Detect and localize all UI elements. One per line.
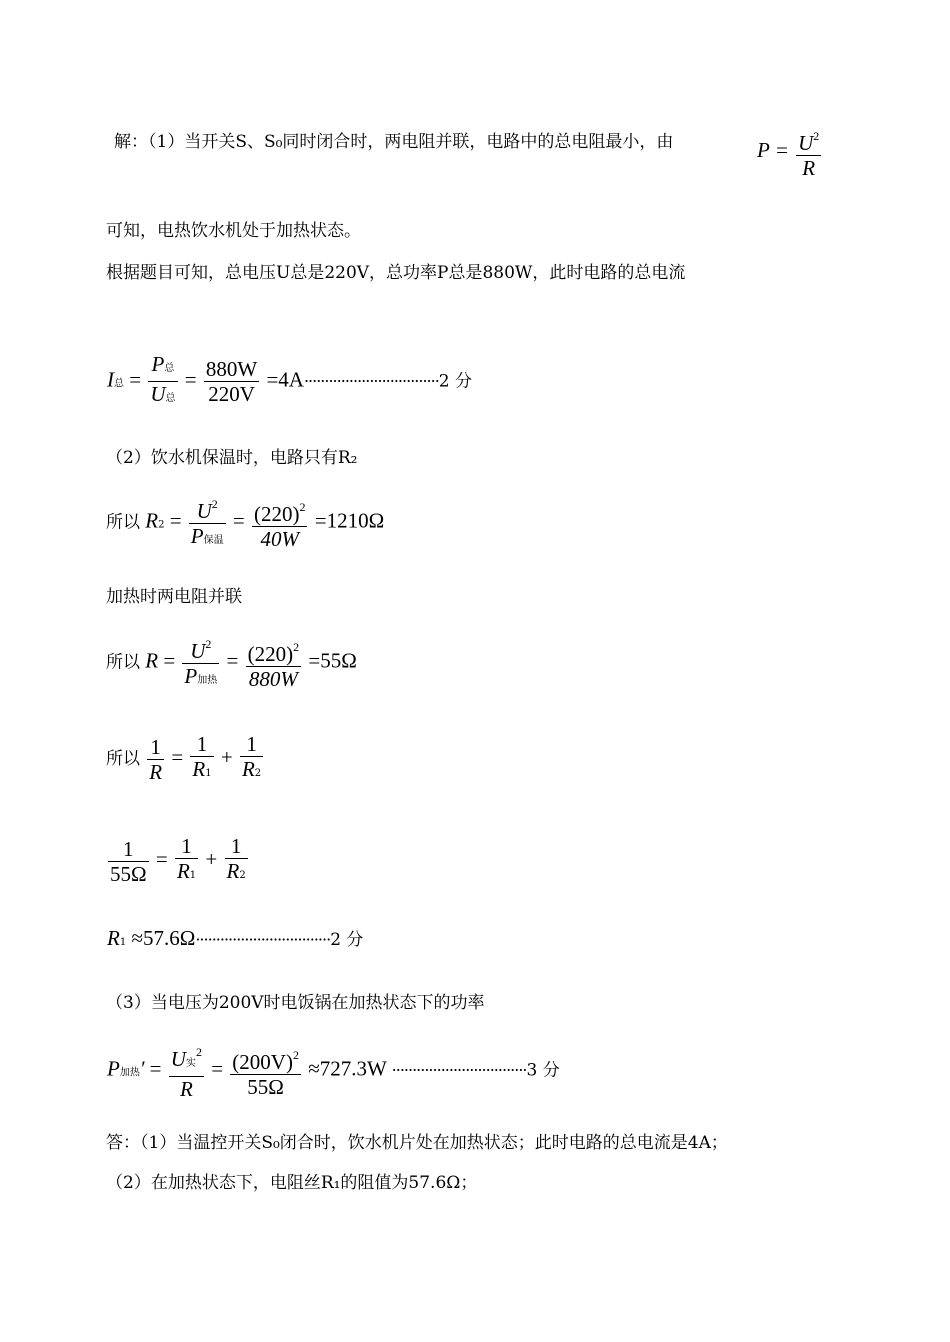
eq1-lhs: I — [107, 367, 114, 392]
eq7-f1-num: U — [170, 1047, 186, 1071]
equation-r-total: 所以 R = $\frac{U^2}{\text{P加热}}$ = $\frac{(220)^2}{880W}$ =55Ω — [106, 632, 357, 693]
equation-substituted: $\frac{1}{55\Omega}$ = $\frac{1}{R1}$ + $\frac{1}{R2}$ — [106, 834, 250, 888]
eq5-f3-den-sub: 2 — [239, 870, 246, 881]
eq7-f2-num: (200V) — [232, 1049, 293, 1074]
eq4-fraction-1 — [147, 735, 164, 784]
eq3-prefix: 所以 — [106, 652, 140, 673]
eq3-fraction-1: $\frac{U^2}{\text{P加热}}$ — [182, 632, 219, 693]
eq1-f1-num: P — [151, 352, 165, 376]
eq1-dot-leader: ································· — [303, 371, 439, 391]
eq1-f1-den: U — [150, 382, 166, 406]
eq3-f2-num: (220) — [247, 641, 294, 666]
eq3-f1-den-sub: 加热 — [197, 675, 218, 686]
eq7-dot-leader: ································· — [391, 1060, 527, 1080]
eq4-f3-den: R — [241, 757, 255, 781]
eq5-f1-den: 55Ω — [110, 861, 147, 886]
eq2-prefix: 所以 — [106, 512, 140, 533]
eq3-fraction-2: $\frac{(220)^2}{880W}$ — [246, 635, 302, 691]
eq4-f3-num: 1 — [240, 732, 263, 757]
eq7-f1-den: R — [179, 1077, 193, 1101]
eq7-lhs: P — [107, 1056, 120, 1081]
solution-part1-conclusion: 可知，电热饮水机处于加热状态。 — [106, 221, 361, 241]
equation-actual-power: P加热′ = $\frac{U实^2}{R}$ = $\frac{(200V)^2}{55\Omega}$ ≈727.3W ·································3 分 — [107, 1040, 560, 1101]
eq4-f2-den: R — [192, 757, 206, 781]
eq4-fraction-3 — [240, 732, 263, 786]
eq4-f2-num: 1 — [190, 732, 213, 757]
equation-parallel-resistance: 所以 $\frac{1}{R}$ = $\frac{1}{R1}$ + $\frac{1}{R2}$ — [106, 732, 265, 786]
eq5-f3-den: R — [226, 859, 240, 883]
eq2-result: 1210Ω — [326, 508, 385, 533]
eq5-f3-num: 1 — [225, 834, 248, 859]
eq6-result: ≈57.6Ω — [131, 926, 196, 950]
eq1-f1-num-sub: 总 — [164, 363, 175, 374]
eq3-f1-num: U — [190, 639, 206, 663]
solution-part1-intro: 解：（1）当开关S、S₀同时闭合时，两电阻并联，电路中的总电阻最小，由 — [114, 132, 674, 152]
eq1-f2-den: 220V — [208, 382, 255, 406]
eq4-f1-den: R — [149, 759, 163, 784]
eq1-lhs-sub: 总 — [114, 378, 124, 390]
answer-line-2: （2）在加热状态下，电阻丝R₁的阻值为57.6Ω； — [106, 1173, 478, 1193]
eq7-score: 3 分 — [526, 1060, 560, 1081]
equation-total-current: I总 = $\frac{\text{P总}}{\text{U总}}$ = $\frac{880W}{220V}$ =4A·································2 分 — [107, 352, 472, 411]
power-formula-lhs: P = — [757, 137, 789, 162]
eq2-lhs-sub: 2 — [158, 519, 165, 531]
eq6-score: 2 分 — [330, 930, 364, 950]
power-formula-numerator: U — [798, 131, 814, 155]
solution-part1-given: 根据题目可知，总电压U总是220V，总功率P总是880W，此时电路的总电流 — [106, 263, 686, 283]
eq6-lhs: R — [107, 926, 120, 950]
eq4-f3-den-sub: 2 — [254, 768, 262, 779]
eq4-prefix: 所以 — [106, 748, 140, 769]
equation-r1-result — [107, 925, 363, 951]
eq1-fraction-1 — [148, 352, 177, 411]
eq1-f1-den-sub: 总 — [165, 393, 176, 404]
eq1-fraction-2 — [204, 357, 259, 406]
eq5-f1-num: 1 — [108, 837, 149, 862]
eq5-f2-num: 1 — [175, 834, 198, 859]
eq3-result: 55Ω — [320, 648, 357, 673]
eq2-f2-num: (220) — [253, 501, 300, 526]
eq2-f1-num: U — [196, 499, 212, 523]
eq2-f1-den: P — [190, 524, 204, 548]
eq1-score: 2 分 — [438, 371, 473, 392]
eq7-result: ≈727.3W — [308, 1056, 387, 1081]
power-formula-denominator: R — [802, 156, 816, 180]
eq2-f2-den: 40W — [260, 526, 299, 551]
eq4-f2-den-sub: 1 — [205, 768, 212, 779]
eq4-f1-num: 1 — [147, 735, 164, 760]
eq3-f1-den: P — [184, 664, 198, 688]
solution-part2-intro: （2）饮水机保温时，电路只有R₂ — [106, 448, 358, 468]
power-formula — [757, 124, 823, 180]
eq2-fraction-2: $\frac{(220)^2}{40W}$ — [252, 495, 308, 551]
eq7-fraction-2: $\frac{(200V)^2}{55\Omega}$ — [230, 1043, 301, 1099]
eq2-f1-den-sub: 保温 — [203, 535, 224, 546]
power-formula-fraction: $\frac{U^2}{R}$ — [796, 124, 821, 180]
eq5-fraction-2 — [175, 834, 198, 888]
eq6-lhs-sub: 1 — [119, 937, 127, 948]
eq5-fraction-1 — [108, 837, 149, 886]
eq3-lhs: R — [145, 648, 159, 673]
eq2-fraction-1: $\frac{U^2}{\text{P保温}}$ — [189, 492, 226, 553]
eq5-fraction-3 — [225, 834, 248, 888]
eq1-result: 4A — [278, 367, 304, 392]
eq5-f2-den: R — [176, 859, 190, 883]
eq4-fraction-2 — [190, 732, 213, 786]
eq5-f2-den-sub: 1 — [189, 870, 197, 881]
eq7-f2-den: 55Ω — [247, 1074, 284, 1099]
eq7-lhs-sub: 加热 — [119, 1067, 140, 1079]
solution-part2-heating: 加热时两电阻并联 — [106, 587, 242, 607]
eq7-f1-num-sub: 实 — [185, 1058, 196, 1069]
eq2-lhs: R — [145, 508, 159, 533]
eq1-f2-num: 880W — [205, 357, 258, 381]
eq6-dot-leader: ································· — [195, 930, 331, 949]
eq7-fraction-1: $\frac{U实^2}{R}$ — [169, 1040, 204, 1101]
answer-line-1: 答：（1）当温控开关S₀闭合时，饮水机片处在加热状态；此时电路的总电流是4A； — [106, 1133, 728, 1153]
solution-part3-intro: （3）当电压为200V时电饭锅在加热状态下的功率 — [106, 993, 485, 1013]
equation-r2: 所以 R2 = $\frac{U^2}{\text{P保温}}$ = $\frac{(220)^2}{40W}$ =1210Ω — [106, 492, 384, 553]
eq3-f2-den: 880W — [248, 666, 298, 691]
